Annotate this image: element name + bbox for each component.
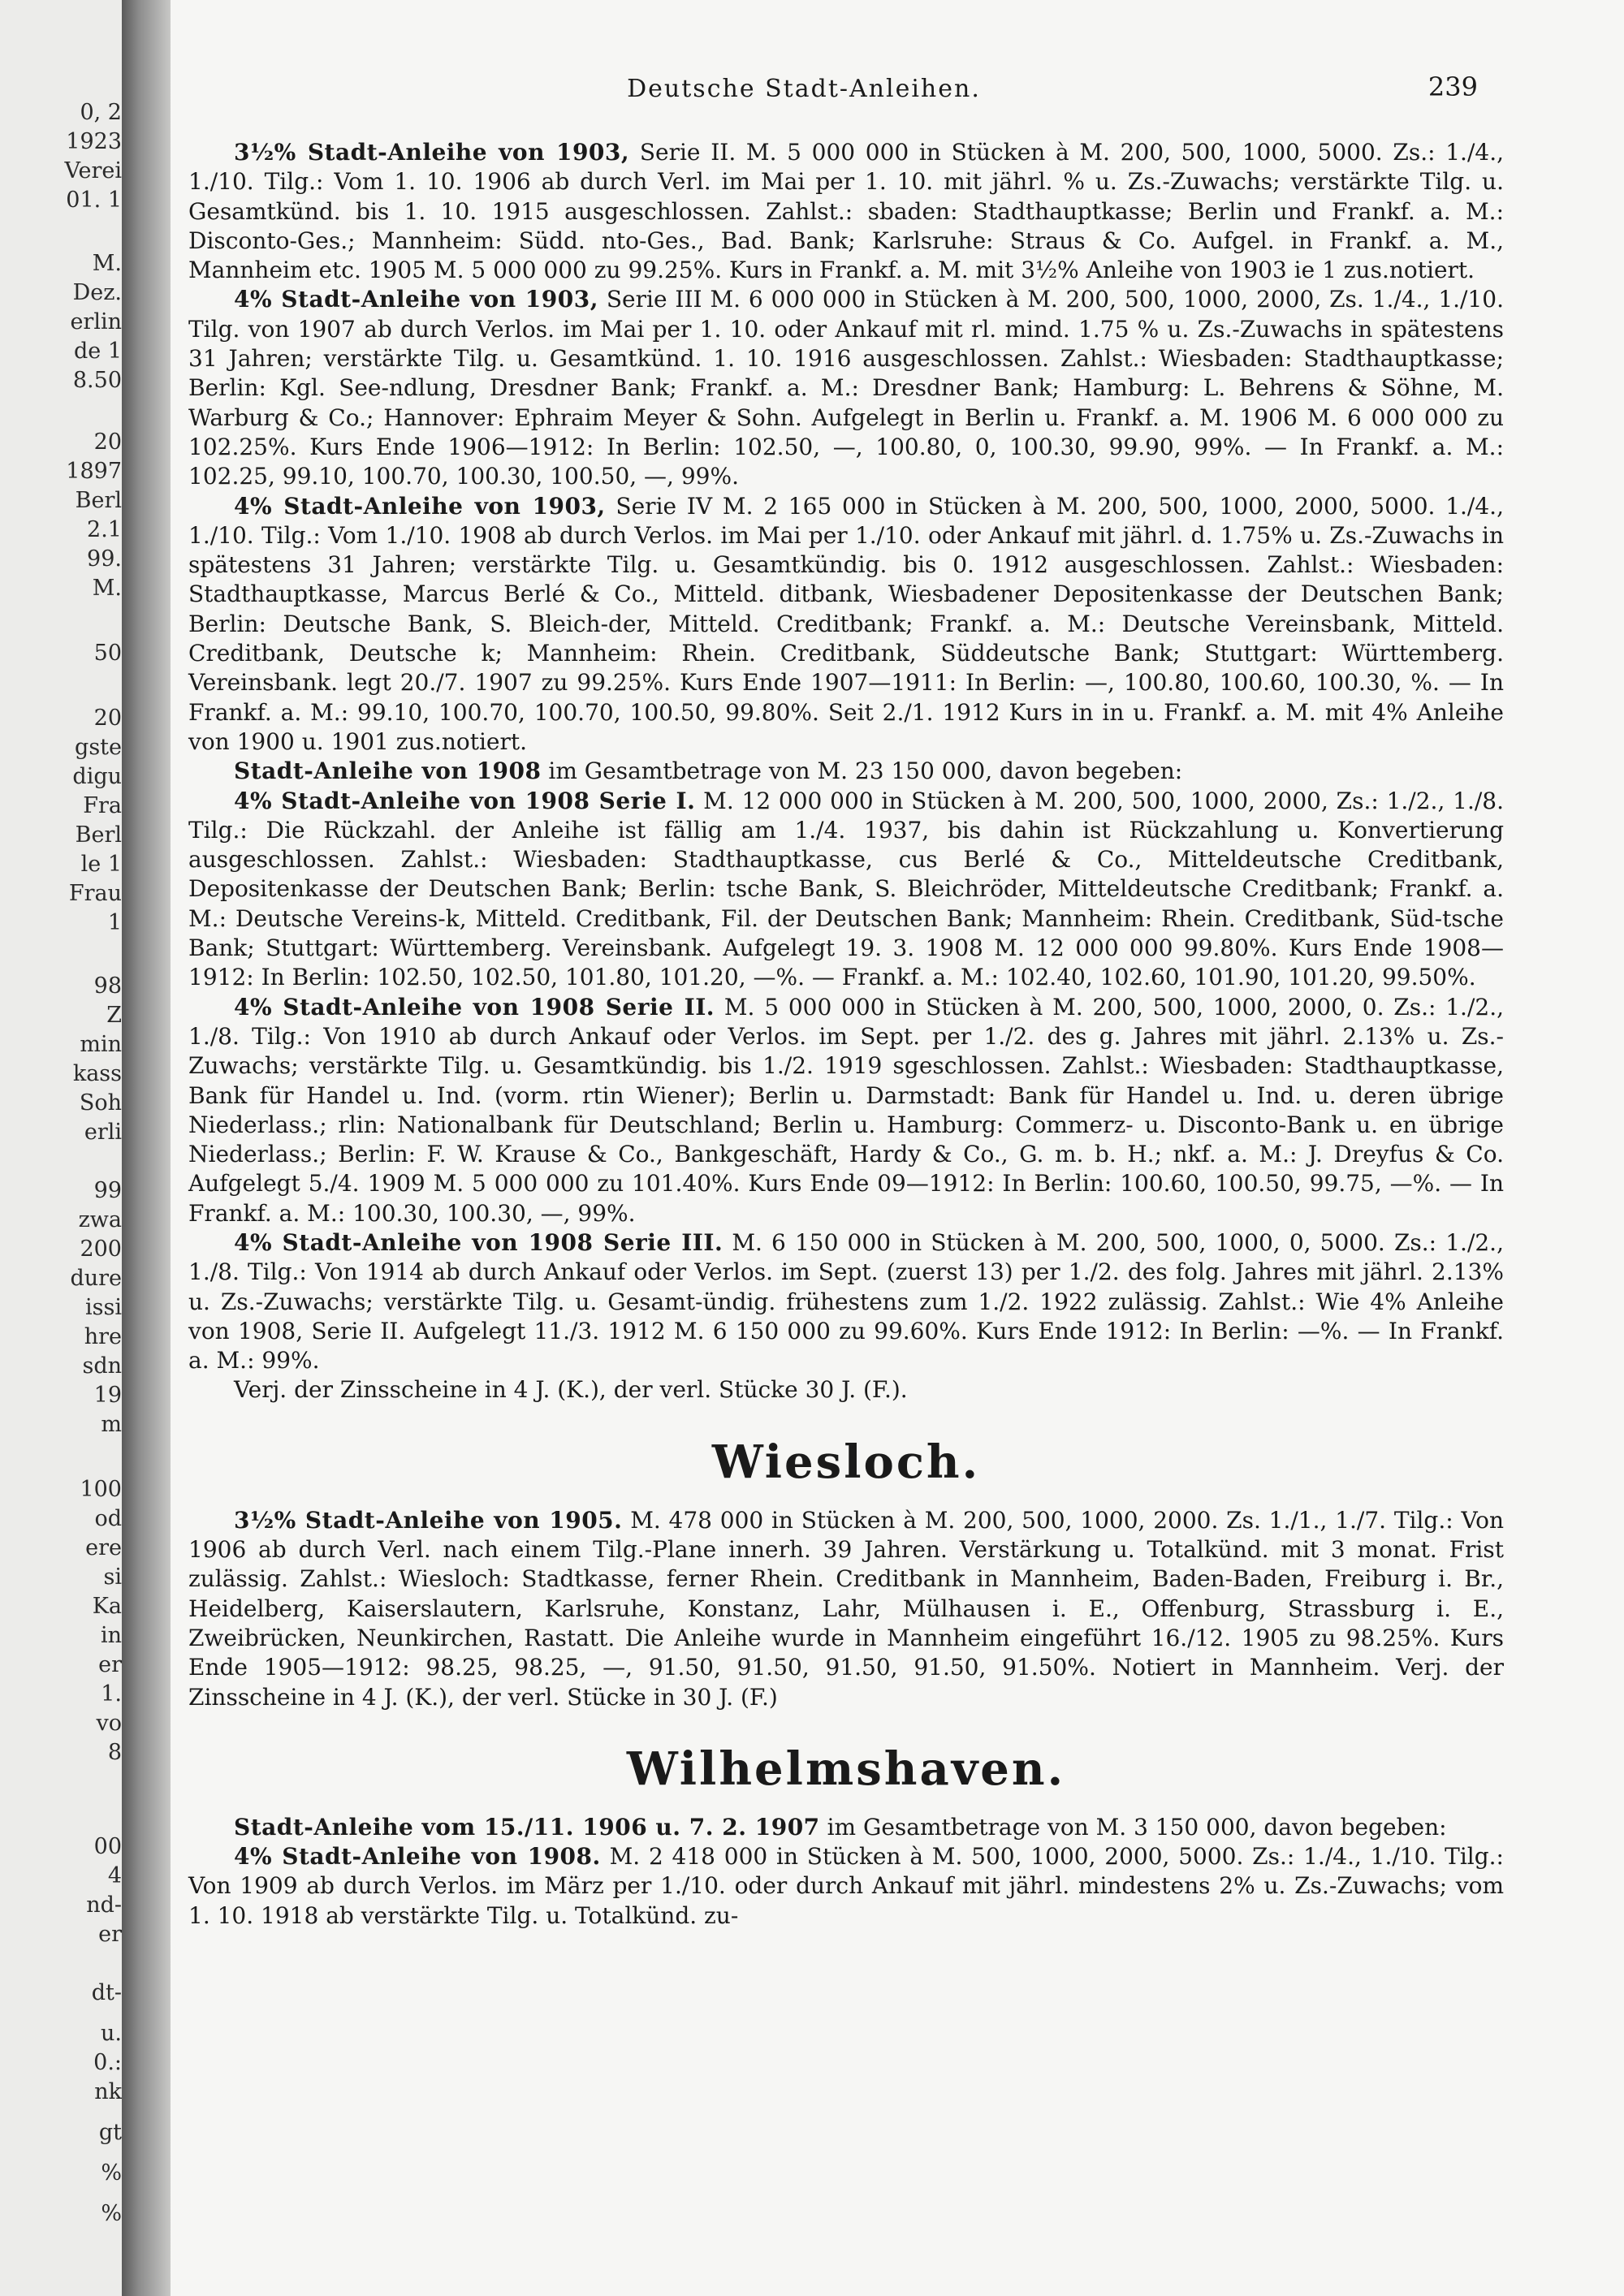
- left-page-fragment: Berl: [75, 823, 122, 848]
- left-page-fragment: 0, 2: [80, 101, 122, 125]
- left-page-fragment: ere: [85, 1536, 122, 1560]
- left-page-fragment: sdn: [82, 1354, 122, 1379]
- left-page-fragment: Verei: [64, 159, 122, 183]
- left-page-fragment: Soh: [79, 1091, 122, 1116]
- entry-text: M. 6 150 000 in Stücken à M. 200, 500, 1000, 0, 5000. Zs.: 1./2., 1./8. Tilg.: Von 1914 ab durch Ankauf oder Verlos. im Sept. (zuerst 13) per 1./2. des folg. Jahres mit jährl. 2.13% u. Zs.-Zuwachs; verstärkte Tilg. u. Gesamt-ündig. frühestens zum 1./2. 1922 zulässig. Zahlst.: Wie 4% Anleihe von 1908, Serie II. Aufgelegt 11./3. 1912 M. 6 150 000 zu 99.60%. Kurs Ende 1912: In Berlin: —%. — In Frankf. a. M.: 99%.: [188, 1228, 1504, 1375]
- left-page-fragment: er: [98, 1923, 122, 1947]
- left-page-fragment: 200: [80, 1237, 122, 1262]
- left-page-fragment: 98: [93, 974, 122, 999]
- entry-heading: 4% Stadt-Anleihe von 1908 Serie I.: [234, 787, 696, 814]
- left-page-fragment: gt: [98, 2121, 122, 2145]
- left-page-fragment: vo: [96, 1711, 122, 1736]
- section-wiesbaden-continued: [188, 138, 1504, 1405]
- page: [171, 0, 1624, 2296]
- left-page-fragment: od: [94, 1507, 122, 1531]
- left-page-fragment: 8: [107, 1741, 122, 1765]
- left-page-fragment: min: [80, 1033, 122, 1057]
- entry-heading: Stadt-Anleihe vom 15./11. 1906 u. 7. 2. 1907: [234, 1813, 820, 1841]
- entry-heading: 4% Stadt-Anleihe von 1908 Serie II.: [234, 993, 715, 1021]
- left-page-fragment: issi: [85, 1296, 122, 1320]
- entry-paragraph: [188, 492, 1504, 757]
- entry-text: M. 478 000 in Stücken à M. 200, 500, 1000, 2000. Zs. 1./1., 1./7. Tilg.: Von 1906 ab durch Verl. nach einem Tilg.-Plane innerh. 39 Jahren. Verstärkung u. Totalkünd. mit 3 monat. Frist zulässig. Zahlst.: Wiesloch: Stadtkasse, ferner Rhein. Creditbank in Mannheim, Baden-Baden, Freiburg i. Br., Heidelberg, Kaiserslautern, Karlsruhe, Konstanz, Lahr, Mülhausen i. E., Offenburg, Strassburg i. E., Zweibrücken, Neunkirchen, Rastatt. Die Anleihe wurde in Mannheim eingeführt 16./12. 1905 zu 98.25%. Kurs Ende 1905—1912: 98.25, 98.25, —, 91.50, 91.50, 91.50, 91.50, 91.50%. Notiert in Mannheim. Verj. der Zinsscheine in 4 J. (K.), der verl. Stücke in 30 J. (F.): [188, 1506, 1504, 1711]
- left-page-fragment: hre: [84, 1325, 122, 1349]
- left-page-fragment: 01. 1: [66, 188, 122, 213]
- entry-text: M. 5 000 000 in Stücken à M. 200, 500, 1000, 2000, 0. Zs.: 1./2., 1./8. Tilg.: Von 1910 ab durch Ankauf oder Verlos. im Sept. per 1./2. des g. Jahres mit jährl. 2.13% u. Zs.-Zuwachs; verstärkte Tilg. u. Gesamtkündig. bis 1./2. 1919 sgeschlossen. Zahlst.: Wiesbaden: Stadthauptkasse, Bank für Handel u. Ind. (vorm. rtin Wiener); Berlin u. Darmstadt: Bank für Handel u. Ind. u. deren übrige Niederlass.; rlin: Nationalbank für Deutschland; Berlin u. Hamburg: Commerz- u. Disconto-Bank u. en übrige Niederlass.; Berlin: F. W. Krause & Co., Bankgeschäft, Hardy & Co., G. m. b. H.; nkf. a. M.: J. Dreyfus & Co. Aufgelegt 5./4. 1909 M. 5 000 000 zu 101.40%. Kurs Ende 09—1912: In Berlin: 100.60, 100.50, 99.75, —%. — In Frankf. a. M.: 100.30, 100.30, —, 99%.: [188, 993, 1505, 1227]
- left-page-fragment: kass: [72, 1062, 122, 1086]
- left-page-fragment: 99.: [87, 547, 122, 572]
- entry-paragraph: [188, 285, 1504, 491]
- entry-heading: 4% Stadt-Anleihe von 1908.: [234, 1843, 601, 1871]
- left-page-fragment: %: [101, 2202, 122, 2226]
- left-page-fragment: M.: [92, 576, 122, 601]
- entry-text: M. 12 000 000 in Stücken à M. 200, 500, 1000, 2000, Zs.: 1./2., 1./8. Tilg.: Die Rückzahl. der Anleihe ist fällig am 1./4. 1937, bis dahin ist Rückzahlung u. Konvertierung ausgeschlossen. Zahlst.: Wiesbaden: Stadthauptkasse, cus Berlé & Co., Mitteldeutsche Creditbank, Depositenkasse der Deutschen Bank; Berlin: tsche Bank, S. Bleichröder, Mitteldeutsche Creditbank; Frankf. a. M.: Deutsche Vereins-k, Mitteld. Creditbank, Fil. der Deutschen Bank; Mannheim: Rhein. Creditbank, Süd-tsche Bank; Stuttgart: Württemberg. Vereinsbank. Aufgelegt 19. 3. 1908 M. 12 000 000 99.80%. Kurs Ende 1908—1912: In Berlin: 102.50, 102.50, 101.80, 101.20, —%. — Frankf. a. M.: 102.40, 102.60, 101.90, 101.20, 99.50%.: [188, 787, 1505, 991]
- entry-paragraph: [188, 787, 1504, 993]
- entry-text: Serie IV M. 2 165 000 in Stücken à M. 200, 500, 1000, 2000, 5000. 1./4., 1./10. Tilg.: Vom 1./10. 1908 ab durch Verlos. im Mai per 1./10. oder Ankauf mit jährl. d. 1.75% u. Zs.-Zuwachs in spätestens 31 Jahren; verstärkte Tilg. u. Gesamtkündig. bis 0. 1912 ausgeschlossen. Zahlst.: Wiesbaden: Stadthauptkasse, Marcus Berlé & Co., Mitteld. ditbank, Wiesbadener Depositenkasse der Deutschen Bank; Berlin: Deutsche Bank, S. Bleich-der, Mitteld. Creditbank; Frankf. a. M.: Deutsche Vereinsbank, Mitteld. Creditbank, Deutsche k; Mannheim: Rhein. Creditbank, Süddeutsche Bank; Stuttgart: Württemberg. Vereinsbank. legt 20./7. 1907 zu 99.25%. Kurs Ende 1907—1911: In Berlin: —, 100.80, 100.60, 100.30, %. — In Frankf. a. M.: 99.10, 100.70, 100.70, 100.50, 99.80%. Seit 2./1. 1912 Kurs in in u. Frankf. a. M. mit 4% Anleihe von 1900 u. 1901 zus.notiert.: [188, 492, 1504, 755]
- running-head: Deutsche Stadt-Anleihen.: [627, 75, 981, 103]
- left-page-edge: [0, 0, 122, 2296]
- city-heading: Wiesloch.: [711, 1435, 981, 1489]
- entry-paragraph: [188, 1375, 1504, 1405]
- left-page-fragment: Frau: [68, 882, 122, 906]
- left-page-fragment: le 1: [80, 852, 122, 877]
- left-page-fragment: digu: [72, 765, 122, 789]
- page-number: 239: [1427, 71, 1478, 102]
- left-page-fragment: u.: [101, 2022, 122, 2046]
- entry-paragraph: [188, 993, 1504, 1228]
- book-gutter: [122, 0, 171, 2296]
- entry-paragraph: [188, 757, 1504, 786]
- left-page-fragment: 8.50: [72, 369, 122, 393]
- left-page-fragment: nd-: [86, 1893, 122, 1918]
- left-page-fragment: Dez.: [72, 281, 122, 305]
- section-wilhelmshaven: [188, 1741, 1504, 1931]
- left-page-fragment: dt-: [91, 1981, 122, 2005]
- left-page-fragment: erli: [84, 1120, 122, 1145]
- left-page-fragment: er: [98, 1653, 122, 1677]
- entry-text: im Gesamtbetrage von M. 3 150 000, davon begeben:: [819, 1813, 1447, 1841]
- left-page-fragment: 100: [80, 1478, 122, 1502]
- entry-heading: 3½% Stadt-Anleihe von 1903,: [234, 139, 630, 166]
- entry-text: M. 2 418 000 in Stücken à M. 500, 1000, 2000, 5000. Zs.: 1./4., 1./10. Tilg.: Von 1909 ab durch Verlos. im März per 1./10. oder durch Ankauf mit jährl. mindestens 2% u. Zs.-Zuwachs; vom 1. 10. 1918 ab verstärkte Tilg. u. Totalkünd. zu-: [188, 1843, 1504, 1929]
- entry-text: Verj. der Zinsscheine in 4 J. (K.), der verl. Stücke 30 J. (F.).: [234, 1376, 908, 1404]
- entry-paragraph: [188, 138, 1504, 285]
- left-page-fragment: zwa: [78, 1208, 122, 1232]
- left-page-fragment: %: [101, 2161, 122, 2186]
- city-heading: Wilhelmshaven.: [626, 1741, 1066, 1796]
- left-page-fragment: 4: [107, 1864, 122, 1888]
- left-page-fragment: 99: [93, 1179, 122, 1203]
- left-page-fragment: 1.: [101, 1682, 122, 1707]
- entry-text: im Gesamtbetrage von M. 23 150 000, davon begeben:: [541, 757, 1183, 785]
- left-page-fragment: 1897: [66, 460, 122, 484]
- left-page-fragment: 19: [93, 1383, 122, 1408]
- left-page-fragment: si: [103, 1565, 122, 1590]
- left-page-fragment: in: [100, 1624, 122, 1648]
- left-page-fragment: Fra: [83, 794, 122, 818]
- entry-heading: Stadt-Anleihe von 1908: [234, 757, 542, 785]
- left-page-fragment: m: [101, 1413, 122, 1437]
- left-page-fragment: gste: [75, 736, 122, 760]
- left-page-fragment: 00: [93, 1835, 122, 1859]
- section-wiesloch: [188, 1435, 1504, 1712]
- entry-paragraph: [188, 1842, 1504, 1931]
- left-page-fragment: M.: [92, 252, 122, 276]
- left-page-fragment: 50: [93, 641, 122, 666]
- entry-paragraph: [188, 1228, 1504, 1375]
- entry-heading: 4% Stadt-Anleihe von 1903,: [234, 492, 606, 520]
- left-page-fragment: nk: [94, 2080, 122, 2104]
- entry-paragraph: [188, 1813, 1504, 1842]
- page-body: [188, 138, 1504, 1931]
- entry-text: Serie II. M. 5 000 000 in Stücken à M. 200, 500, 1000, 5000. Zs.: 1./4., 1./10. Tilg.: Vom 1. 10. 1906 ab durch Verl. im Mai per 1. 10. mit jährl. % u. Zs.-Zuwachs; verstärkte Tilg. u. Gesamtkünd. bis 1. 10. 1915 ausgeschlossen. Zahlst.: sbaden: Stadthauptkasse; Berlin und Frankf. a. M.: Disconto-Ges.; Mannheim: Südd. nto-Ges., Bad. Bank; Karlsruhe: Straus & Co. Aufgel. in Frankf. a. M., Mannheim etc. 1905 M. 5 000 000 zu 99.25%. Kurs in Frankf. a. M. mit 3½% Anleihe von 1903 ie 1 zus.notiert.: [188, 139, 1504, 284]
- left-page-fragment: 20: [93, 706, 122, 731]
- entry-heading: 4% Stadt-Anleihe von 1903,: [234, 286, 598, 313]
- left-page-fragment: Ka: [92, 1595, 122, 1619]
- entry-heading: 3½% Stadt-Anleihe von 1905.: [234, 1506, 623, 1534]
- left-page-fragment: Z: [106, 1003, 122, 1028]
- left-page-fragment: Berl: [75, 489, 122, 513]
- left-page-fragment: 20: [93, 430, 122, 455]
- left-page-fragment: 0.:: [93, 2051, 122, 2075]
- left-page-fragment: 2.1: [87, 518, 122, 542]
- entry-paragraph: [188, 1506, 1504, 1712]
- left-page-fragment: erlin: [70, 310, 122, 334]
- left-page-fragment: dure: [70, 1267, 122, 1291]
- entry-text: Serie III M. 6 000 000 in Stücken à M. 200, 500, 1000, 2000, Zs. 1./4., 1./10. Tilg. von 1907 ab durch Verlos. im Mai per 1. 10. oder Ankauf mit rl. mind. 1.75 % u. Zs.-Zuwachs in spätestens 31 Jahren; verstärkte Tilg. u. Gesamtkünd. 1. 10. 1916 ausgeschlossen. Zahlst.: Wiesbaden: Stadthauptkasse; Berlin: Kgl. See-ndlung, Dresdner Bank; Frankf. a. M.: Dresdner Bank; Hamburg: L. Behrens & Söhne, M. Warburg & Co.; Hannover: Ephraim Meyer & Sohn. Aufgelegt in Berlin u. Frankf. a. M. 1906 M. 6 000 000 zu 102.25%. Kurs Ende 1906—1912: In Berlin: 102.50, —, 100.80, 0, 100.30, 99.90, 99%. — In Frankf. a. M.: 102.25, 99.10, 100.70, 100.30, 100.50, —, 99%.: [188, 286, 1505, 490]
- left-page-fragment: de 1: [73, 339, 122, 364]
- left-page-fragment: 1923: [66, 130, 122, 154]
- entry-heading: 4% Stadt-Anleihe von 1908 Serie III.: [234, 1228, 723, 1256]
- left-page-fragment: 1: [107, 911, 122, 935]
